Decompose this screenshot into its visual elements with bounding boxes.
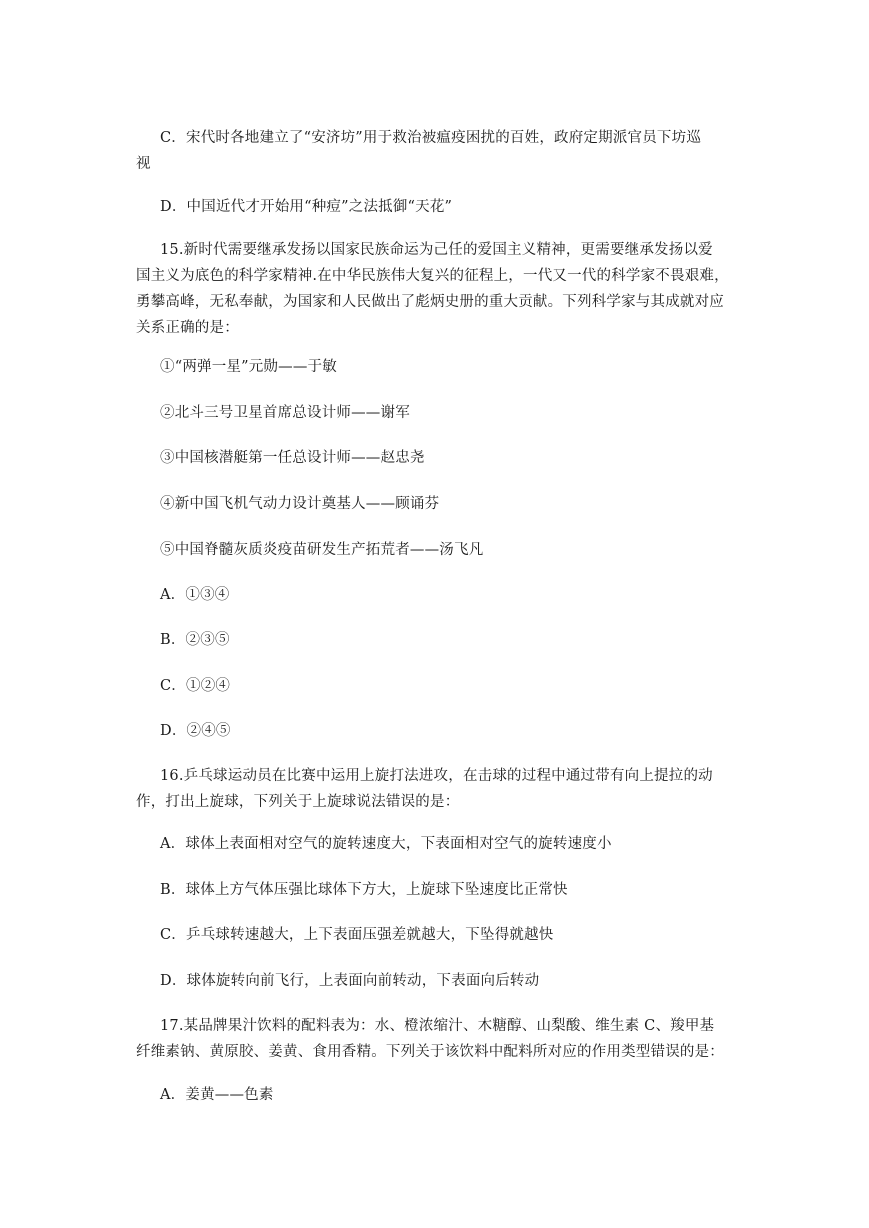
q15-item-1: ①“两弹一星”元勋——于敏: [160, 359, 337, 375]
q16-option-d: D．球体旋转向前飞行，上表面向前转动，下表面向后转动: [160, 973, 540, 989]
q15-option-a: A．①③④: [160, 587, 230, 603]
q16-option-c: C．乒乓球转速越大，上下表面压强差就越大，下坠得就越快: [160, 927, 554, 943]
q15-stem-line2: 国主义为底色的科学家精神.在中华民族伟大复兴的征程上，一代又一代的科学家不畏艰难，: [136, 268, 729, 284]
q16-option-a: A．球体上表面相对空气的旋转速度大，下表面相对空气的旋转速度小: [160, 836, 612, 852]
q16-stem-line2: 作，打出上旋球，下列关于上旋球说法错误的是：: [136, 794, 460, 810]
q15-stem-line3: 勇攀高峰，无私奉献，为国家和人民做出了彪炳史册的重大贡献。下列科学家与其成就对应: [136, 294, 724, 310]
q16-option-b: B．球体上方气体压强比球体下方大，上旋球下坠速度比正常快: [160, 882, 568, 898]
q15-item-4: ④新中国飞机气动力设计奠基人——顾诵芬: [160, 496, 440, 512]
q15-option-d: D．②④⑤: [160, 723, 231, 739]
q14-option-d: D．中国近代才开始用“种痘”之法抵御“天花”: [160, 199, 453, 215]
q15-option-c: C．①②④: [160, 678, 231, 694]
q17-stem-line2: 纤维素钠、黄原胶、姜黄、食用香精。下列关于该饮料中配料所对应的作用类型错误的是：: [136, 1044, 724, 1060]
q15-stem-line4: 关系正确的是：: [136, 320, 239, 336]
q15-item-3: ③中国核潜艇第一任总设计师——赵忠尧: [160, 450, 425, 466]
q17-option-a: A．姜黄——色素: [160, 1087, 274, 1103]
q14-option-c-line1: C．宋代时各地建立了“安济坊”用于救治被瘟疫困扰的百姓，政府定期派官员下坊巡: [160, 130, 702, 146]
q14-option-c-line2: 视: [136, 156, 151, 172]
q15-item-2: ②北斗三号卫星首席总设计师——谢军: [160, 405, 410, 421]
q15-item-5: ⑤中国脊髓灰质炎疫苗研发生产拓荒者——汤飞凡: [160, 542, 484, 558]
q15-option-b: B．②③⑤: [160, 632, 230, 648]
q16-stem-line1: 16.乒乓球运动员在比赛中运用上旋打法进攻，在击球的过程中通过带有向上提拉的动: [160, 768, 713, 784]
q17-stem-line1: 17.某品牌果汁饮料的配料表为：水、橙浓缩汁、木糖醇、山梨酸、维生素 C、羧甲基: [160, 1018, 715, 1034]
q15-stem-line1: 15.新时代需要继承发扬以国家民族命运为己任的爱国主义精神，更需要继承发扬以爱: [160, 242, 713, 258]
